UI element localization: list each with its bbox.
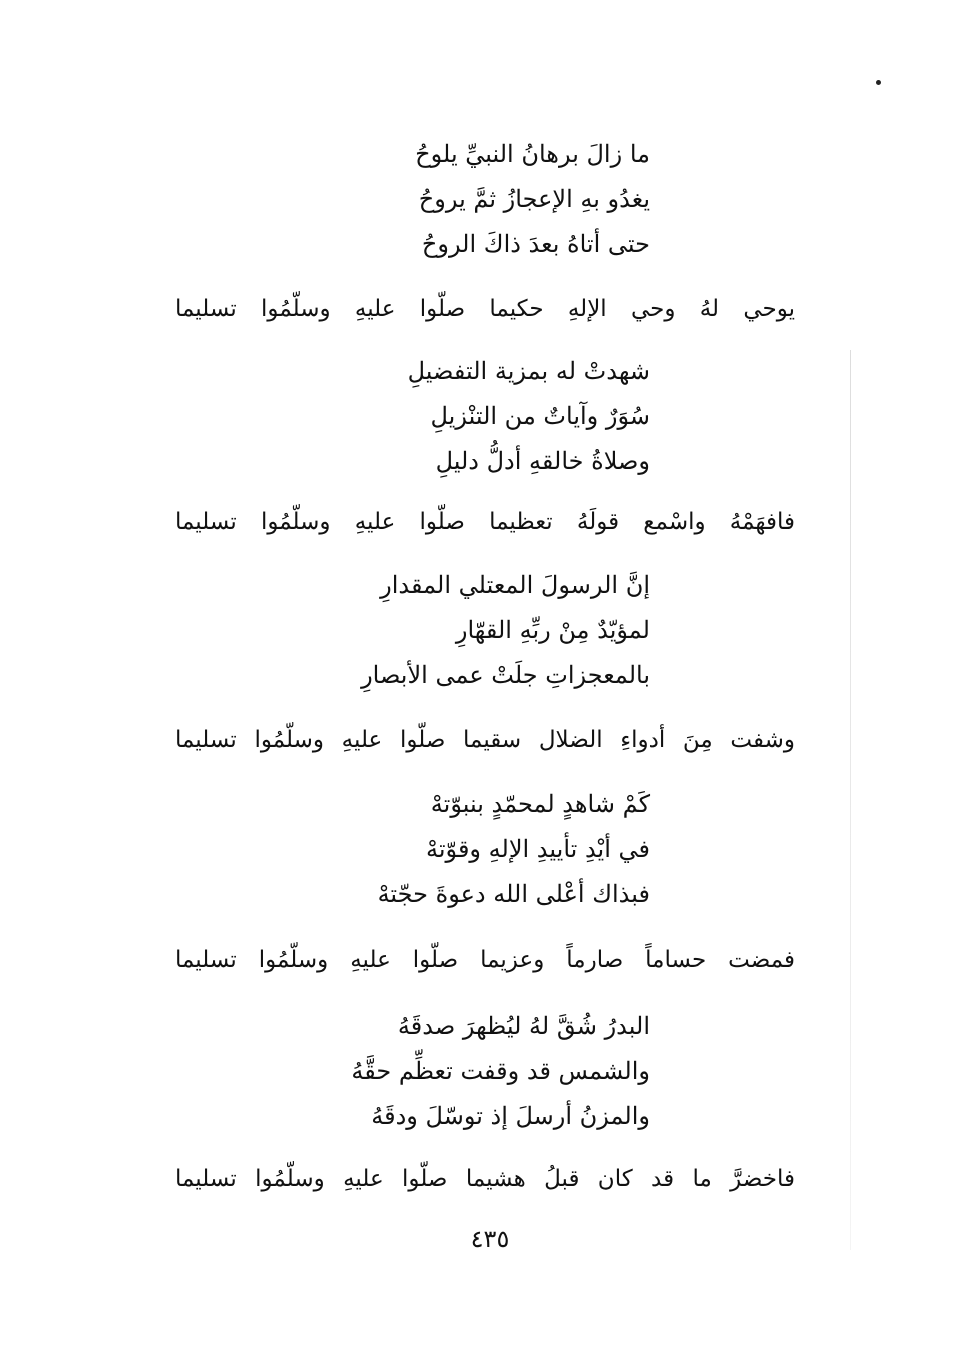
verse-line: يغدُو بهِ الإعجازُ ثمَّ يروحُ [418,185,650,213]
verse-line: والمزنُ أرسلَ إذ توسّلَ ودقَهُ [371,1102,650,1130]
stanza-1 [250,132,650,267]
stanza-4 [250,782,650,917]
verse-line: شهدتْ له بمزية التفضيلِ [407,357,650,385]
verse-line: في أيْدِ تأييدِ الإلهِ وقوّتهْ [426,835,650,863]
page-number: ٤٣٥ [470,1225,510,1253]
verse-line: سُوَرٌ وآياتٌ من التنْزيلِ [430,402,650,430]
verse-line: إنَّ الرسولَ المعتلي المقدارِ [380,571,650,599]
verse-line: كَمْ شاهدٍ لمحمّدٍ بنبوّتهْ [430,790,650,818]
verse-line: فبذاك أعْلى الله دعوةَ حجّتهْ [377,880,650,908]
refrain-line: فمضت حساماً صارماً وعزيما صلّوا عليهِ وسلّمُوا تسليما [175,947,795,973]
refrain-line: وشفت مِنَ أدواءِ الضلال سقيما صلّوا عليهِ وسلّمُوا تسليما [175,727,795,753]
scan-margin-line [850,350,851,1250]
verse-line: لمؤيّدٌ مِنْ ربِّهِ القهّارِ [455,616,650,644]
refrain-line: يوحي لهُ وحي الإلهِ حكيما صلّوا عليهِ وسلّمُوا تسليما [175,296,795,322]
refrain-line: فاخضرَّ ما قد كان قبلُ هشيما صلّوا عليهِ وسلّمُوا تسليما [175,1166,795,1192]
refrain-line: فافهَمْهُ واسْمع قولَهُ تعظيما صلّوا عليهِ وسلّمُوا تسليما [175,509,795,535]
verse-line: والشمس قد وقفت تعظِّم حقَّهُ [351,1057,650,1085]
stanza-3 [250,563,650,698]
verse-line: وصلاةُ خالقهِ أدلُّ دليلِ [435,447,650,475]
stanza-2 [250,349,650,484]
ink-speck [876,80,881,85]
stanza-5 [250,1004,650,1139]
verse-line: بالمعجزاتِ جلَتْ عمى الأبصارِ [361,661,650,689]
verse-line: حتى أتاهُ بعدَ ذاكَ الروحُ [421,230,650,258]
verse-line: ما زالَ برهانُ النبيِّ يلوحُ [415,140,650,168]
verse-line: البدرُ شُقَّ لهُ ليُظهرَ صدقَهُ [397,1012,650,1040]
